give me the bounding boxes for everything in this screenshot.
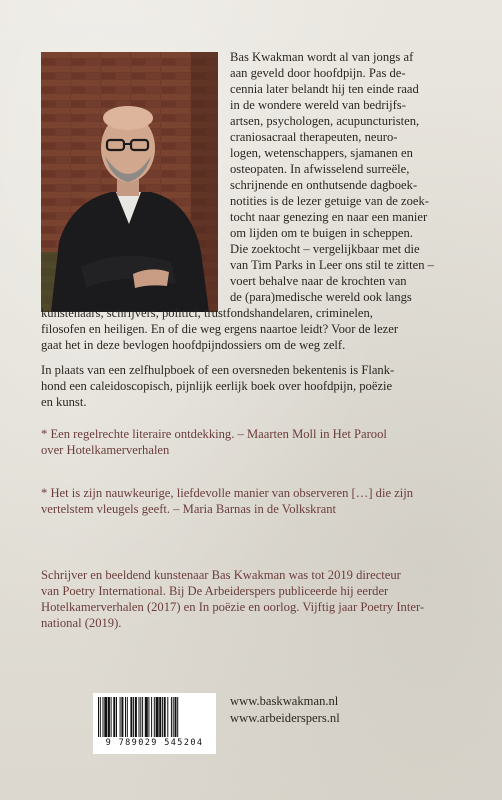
text-line: vertelstem vleugels geeft. – Maria Barnas in de Volkskrant — [41, 502, 337, 516]
text-line: craniosacraal therapeuten, neuro- — [230, 130, 398, 144]
text-line: Bas Kwakman wordt al van jongs af — [230, 50, 414, 64]
barcode-bar — [171, 697, 172, 737]
barcode-bar — [113, 697, 115, 737]
barcode-bar — [116, 697, 117, 737]
text-line: over Hotelkamerverhalen — [41, 443, 170, 457]
barcode-bars-icon — [98, 697, 211, 737]
text-line: osteopaten. In afwisselend surreële, — [230, 162, 410, 176]
text-line: van Tim Parks in Leer ons stil te zitten – — [230, 258, 434, 272]
text-line: filosofen en heiligen. En of die weg ergens naartoe leidt? Voor de lezer — [41, 322, 399, 336]
text-line: de (para)medische wereld ook langs — [230, 290, 412, 304]
barcode-bar — [135, 697, 137, 737]
websites — [230, 693, 340, 727]
barcode-bar — [103, 697, 104, 737]
text-line: national (2019). — [41, 616, 122, 630]
text-line: van Poetry International. Bij De Arbeiderspers publiceerde hij eerder — [41, 584, 389, 598]
barcode-bar — [167, 697, 168, 737]
text-line: tocht naar genezing en naar een manier — [230, 210, 428, 224]
barcode-bar — [142, 697, 143, 737]
barcode-bar — [108, 697, 110, 737]
text-line: notities is de lezer getuige van de zoek- — [230, 194, 429, 208]
barcode-bar — [140, 697, 141, 737]
website-link[interactable]: www.arbeiderspers.nl — [230, 711, 340, 725]
barcode-bar — [130, 697, 132, 737]
author-portrait-image — [41, 52, 218, 312]
barcode-bar — [133, 697, 134, 737]
text-line: Schrijver en beeldend kunstenaar Bas Kwakman was tot 2019 directeur — [41, 568, 401, 582]
text-line: hond een caleidoscopisch, pijnlijk eerlijk boek over hoofdpijn, poëzie — [41, 379, 393, 393]
text-line: artsen, psychologen, acupuncturisten, — [230, 114, 420, 128]
author-bio — [41, 567, 424, 631]
barcode-bar — [162, 697, 163, 737]
barcode-bar — [175, 697, 177, 737]
barcode-bar — [151, 697, 152, 737]
text-line: voert behalve naar de krochten van — [230, 274, 407, 288]
review-quote-1 — [41, 426, 387, 458]
text-line: In plaats van een zelfhulpboek of een oversneden bekentenis is Flank- — [41, 363, 395, 377]
text-line: aan geveld door hoofdpijn. Pas de- — [230, 66, 406, 80]
text-line: Hotelkamerverhalen (2017) en In poëzie en oorlog. Vijftig jaar Poetry Inter- — [41, 600, 425, 614]
barcode-bar — [164, 697, 166, 737]
text-line: kunstenaars, schrijvers, politici, trustfondshandelaren, criminelen, — [41, 306, 373, 320]
barcode-bar — [159, 697, 161, 737]
barcode-bar — [177, 697, 178, 737]
barcode-bar — [154, 697, 155, 737]
barcode-bar — [104, 697, 107, 737]
barcode-bar — [173, 697, 174, 737]
text-line: Die zoektocht – vergelijkbaar met die — [230, 242, 420, 256]
text-line: schrijnende en onthutsende dagboek- — [230, 178, 418, 192]
text-line: en kunst. — [41, 395, 87, 409]
text-line: in de wondere wereld van bedrijfs- — [230, 98, 406, 112]
isbn-number: 9 789029 545204 — [105, 738, 204, 748]
second-paragraph — [41, 362, 394, 410]
barcode-bar — [120, 697, 121, 737]
review-quote-2 — [41, 485, 413, 517]
barcode-bar — [121, 697, 123, 737]
text-line: logen, wetenschappers, sjamanen en — [230, 146, 413, 160]
barcode-bar — [139, 697, 140, 737]
intro-text-continuation — [41, 305, 398, 353]
text-line: * Het is zijn nauwkeurige, liefdevolle manier van observeren […] die zijn — [41, 486, 414, 500]
text-line: om lijden om te buigen in scheppen. — [230, 226, 413, 240]
barcode-bar — [111, 697, 112, 737]
text-line: cennia later belandt hij ten einde raad — [230, 82, 419, 96]
isbn-barcode — [93, 693, 216, 754]
text-line: * Een regelrechte literaire ontdekking. – Maarten Moll in Het Parool — [41, 427, 387, 441]
barcode-bar — [127, 697, 128, 737]
author-photo — [41, 52, 218, 312]
barcode-bar — [148, 697, 149, 737]
barcode-bar — [156, 697, 159, 737]
text-line: gaat het in deze bevlogen hoofdpijndossiers om de weg zelf. — [41, 338, 346, 352]
intro-text-column — [230, 49, 434, 305]
website-link[interactable]: www.baskwakman.nl — [230, 694, 339, 708]
barcode-bar — [125, 697, 126, 737]
barcode-bar — [100, 697, 101, 737]
barcode-bar — [145, 697, 148, 737]
barcode-bar — [98, 697, 99, 737]
